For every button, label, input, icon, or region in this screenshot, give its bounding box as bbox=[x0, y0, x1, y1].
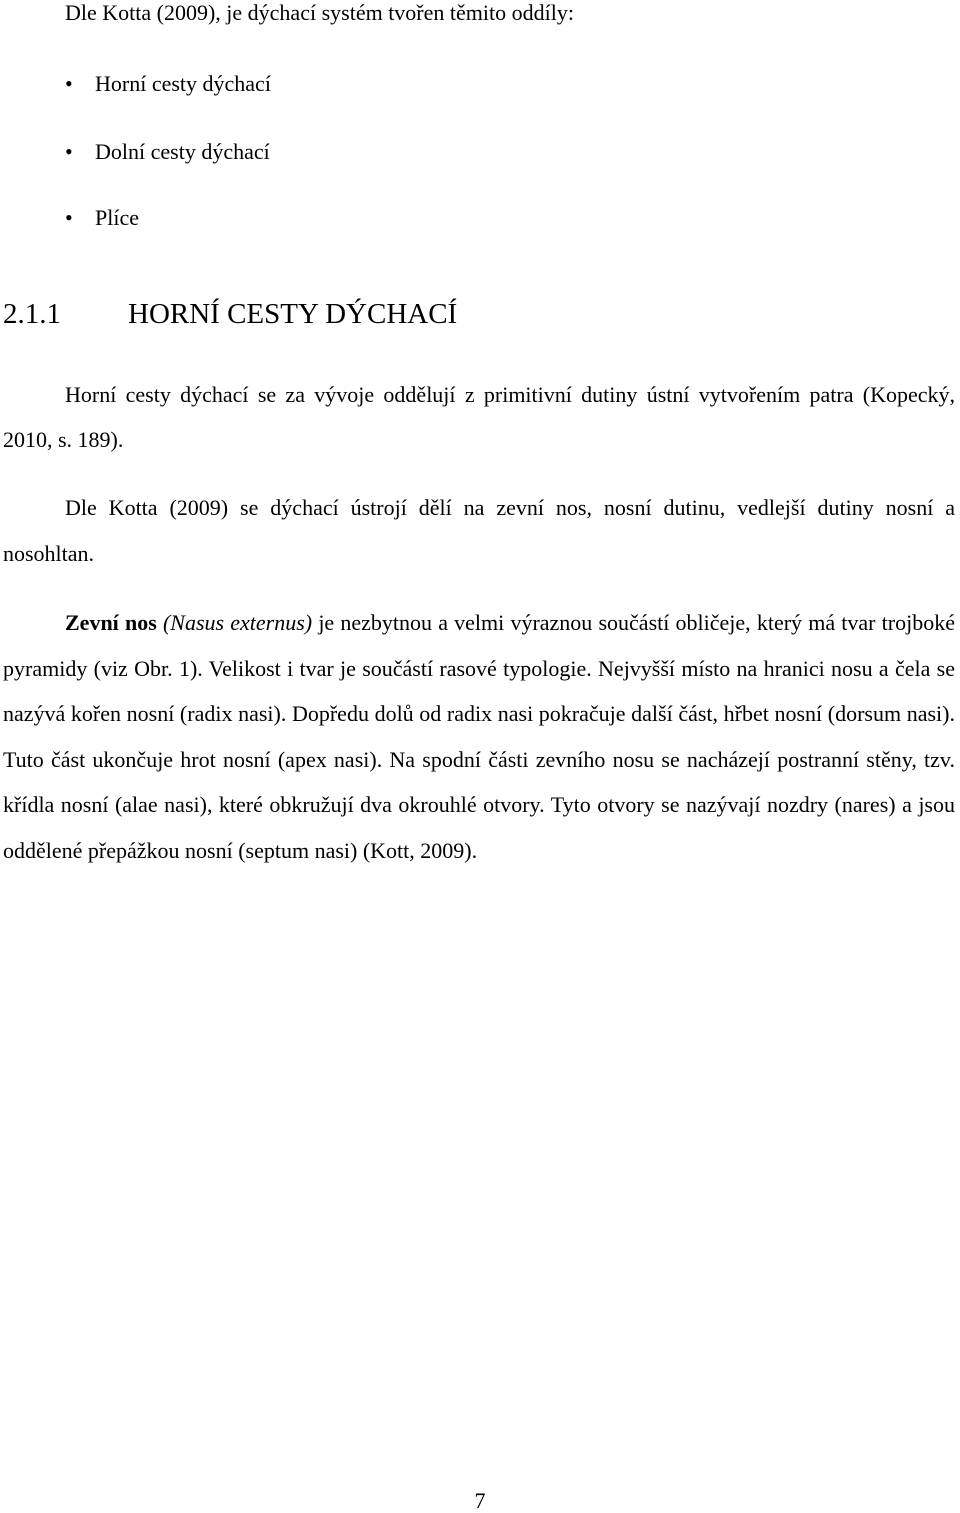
latin-term: (Nasus externus) bbox=[162, 610, 313, 635]
intro-sentence: Dle Kotta (2009), je dýchací systém tvořen těmito oddíly: bbox=[65, 0, 574, 25]
list-item-text: Dolní cesty dýchací bbox=[95, 139, 270, 164]
section-number: 2.1.1 bbox=[3, 298, 61, 330]
page-number: 7 bbox=[474, 1488, 486, 1513]
list-item-text: Plíce bbox=[95, 205, 139, 230]
list-item-text: Horní cesty dýchací bbox=[95, 71, 271, 96]
bullet-icon: • bbox=[65, 139, 73, 164]
paragraph-body: je nezbytnou a velmi výraznou součástí obličeje, který má tvar trojboké pyramidy (viz Obr. 1). Velikost i tvar je součástí rasové typologie. Nejvyšší místo na hranici nosu a čela se nazývá kořen nosní (radix nasi). Dopředu dolů od radix nasi pokračuje další část, hřbet nosní (dorsum nasi). Tuto část ukončuje hrot nosní (apex nasi). Na spodní části zevního nosu se nacházejí postranní stěny, tzv. křídla nosní (alae nasi), které obkružují dva okrouhlé otvory. Tyto otvory se nazývají nozdry (nares) a jsou oddělené přepážkou nosní (septum nasi) (Kott, 2009). bbox=[3, 610, 956, 863]
section-title: HORNÍ CESTY DÝCHACÍ bbox=[128, 298, 458, 330]
section-heading bbox=[3, 300, 457, 329]
bullet-icon: • bbox=[65, 71, 73, 96]
paragraph-external-nose bbox=[3, 600, 955, 873]
term-external-nose: Zevní nos bbox=[65, 610, 157, 635]
bullet-icon: • bbox=[65, 205, 73, 230]
paragraph-upper-airways: Horní cesty dýchací se za vývoje oddělují z primitivní dutiny ústní vytvořením patra (Kopecký, 2010, s. 189). bbox=[3, 382, 955, 452]
paragraph-respiratory-divisions: Dle Kotta (2009) se dýchací ústrojí dělí na zevní nos, nosní dutinu, vedlejší dutiny nosní a nosohltan. bbox=[3, 495, 955, 566]
